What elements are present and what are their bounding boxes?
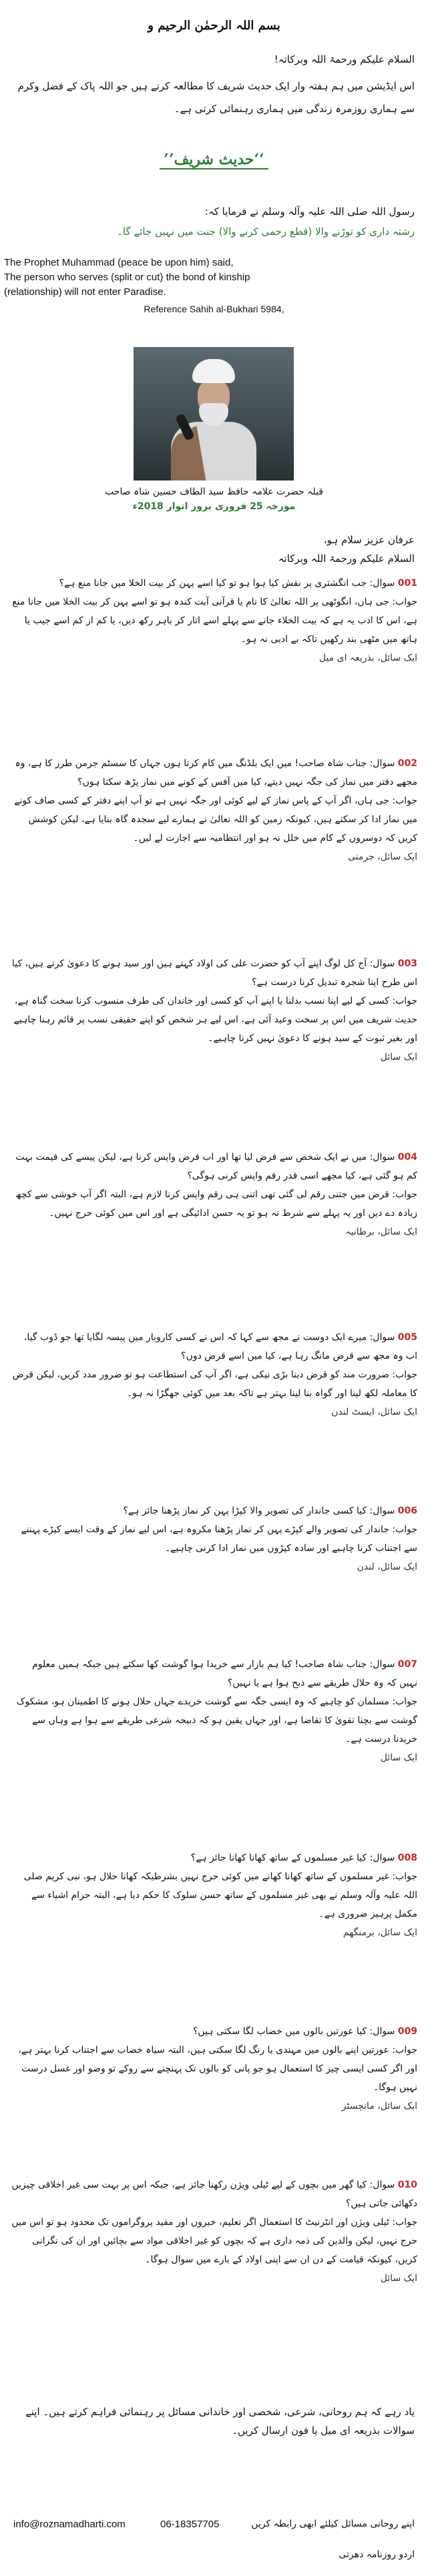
qa-item-003 bbox=[11, 954, 417, 1066]
qa-question: 005 سوال: میرے ایک دوست نے مجھ سے کہا کہ اس نے کسی کاروبار میں پیسہ لگایا تھا جو ڈوب گیا، اب وہ مجھ سے قرض مانگ رہا ہے، کیا میں اسے قرض دوں؟ bbox=[23, 1332, 417, 1361]
qa-question: 007 سوال: جناب شاہ صاحب! کیا ہم بازار سے خریدا ہوا گوشت کھا سکتے ہیں جبکہ ہمیں معلوم نہیں کہ وہ حلال طریقے سے ذبح ہوا ہے یا نہیں؟ bbox=[32, 1659, 417, 1688]
qa-answer: جواب: قرض میں جتنی رقم لی گئی تھی اتنی ہی رقم واپس کرنا لازم ہے، البتہ اگر آپ خوشی سے کچھ زیادہ دے دیں اور یہ پہلے سے شرط نہ ہو تو یہ حسن ادائیگی ہے اور اس میں کوئی حرج نہیں۔ bbox=[15, 1189, 417, 1219]
photo-caption bbox=[0, 485, 428, 514]
salutation bbox=[14, 531, 415, 568]
phone-number[interactable]: 06-18357705 bbox=[160, 2519, 220, 2530]
qa-answer: جواب: مسلمان کو چاہیے کہ وہ ایسی جگہ سے گوشت خریدے جہاں حلال ہونے کا اطمینان ہو، مشکوک گوشت سے بچنا تقویٰ کا تقاضا ہے، اور جہاں یقین ہو کہ ذبیحہ شرعی طریقے سے ہوا ہے وہاں سے خریدنا درست ہے۔ bbox=[16, 1696, 417, 1744]
qa-item-002 bbox=[11, 754, 417, 866]
qa-asker: ایک سائل، ایسٹ لندن bbox=[331, 1407, 417, 1417]
qa-answer: جواب: عورتیں اپنے بالوں میں مہندی یا رنگ لگا سکتی ہیں، البتہ سیاہ خضاب سے اجتناب کرنا بہتر ہے، اور اگر کسی ایسی چیز کا استعمال ہو جو پانی کو بالوں تک پہنچنے سے روکے تو وضو اور غسل درست نہیں ہوگا۔ bbox=[18, 2045, 417, 2093]
qa-asker: ایک سائل، بذریعہ ای میل bbox=[318, 653, 417, 663]
salutation-line-1: عرفان عزیز سلام ہو، bbox=[323, 534, 415, 546]
qa-asker: ایک سائل bbox=[380, 2273, 417, 2284]
contact-label: اپنے روحانی مسائل کیلئے ابھی رابطہ کریں bbox=[251, 2519, 415, 2529]
qa-answer: جواب: جی ہاں، اگر آپ کے پاس نماز کے لیے کوئی اور جگہ نہیں ہے تو آپ اپنے دفتر کے کسی صاف کونے میں نماز ادا کر سکتے ہیں، کیونکہ زمین کو اللہ تعالیٰ نے ہمارے لیے سجدہ گاہ بنایا ہے، لیکن کوشش کریں کہ دوسروں کے کام میں خلل نہ ہو اور انتظامیہ سے اجازت لے لیں۔ bbox=[14, 795, 417, 844]
hadith-english-line-1: The Prophet Muhammad (peace be upon him) said, bbox=[4, 257, 234, 268]
basmala: بسم اللہ الرحمٰن الرحیم و bbox=[148, 19, 280, 33]
salutation-line-2: السلام علیکم ورحمۃ اللہ وبرکاتہ bbox=[278, 553, 415, 565]
greeting: السلام علیکم ورحمۃ اللہ وبرکاتہ! bbox=[274, 53, 415, 65]
qa-asker: ایک سائل bbox=[380, 1752, 417, 1763]
hadith-narration: رسول اللہ صلی اللہ علیہ وآلہ وسلم نے فرمایا کہ: bbox=[204, 206, 415, 218]
qa-question: 004 سوال: میں نے ایک شخص سے قرض لیا تھا اور اب قرض واپس کرنا ہے، لیکن پیسے کی قیمت بہت کم ہو گئی ہے، کیا مجھے اسی قدر رقم واپس کرنی ہوگی؟ bbox=[15, 1152, 417, 1181]
qa-item-009 bbox=[11, 2022, 417, 2116]
qa-item-004 bbox=[11, 1148, 417, 1241]
email-link[interactable]: info@roznamadharti.com bbox=[13, 2519, 126, 2530]
qa-asker: ایک سائل، برطانیہ bbox=[345, 1227, 417, 1237]
hadith-urdu: رشتہ داری کو توڑنے والا (قطع رحمی کرنے والا) جنت میں نہیں جائے گا۔ bbox=[117, 226, 415, 238]
qa-answer: جواب: کسی کے لیے اپنا نسب بدلنا یا اپنے آپ کو کسی اور خاندان کی طرف منسوب کرنا سخت گناہ ہے، حدیث شریف میں اس پر سخت وعید آئی ہے، اس لیے ہر شخص کو اپنے حقیقی نسب پر قائم رہنا چاہیے اور بغیر ثبوت کے سید ہونے کا دعویٰ نہیں کرنا چاہیے۔ bbox=[13, 996, 417, 1044]
qa-answer: جواب: ٹیلی ویژن اور انٹرنیٹ کا استعمال اگر تعلیم، خبروں اور مفید پروگراموں تک محدود ہو تو اس میں حرج نہیں، لیکن والدین کی ذمہ داری ہے کہ بچوں کو غیر اخلاقی مواد سے بچائیں اور ان کی نگرانی کریں، کیونکہ قیامت کے دن ان سے اپنی اولاد کے بارے میں سوال ہوگا۔ bbox=[11, 2217, 417, 2265]
qa-question: 008 سوال: کیا غیر مسلموں کے ساتھ کھانا کھانا جائز ہے؟ bbox=[190, 1853, 417, 1863]
scholar-photo bbox=[134, 347, 294, 480]
qa-question: 010 سوال: کیا گھر میں بچوں کے لیے ٹیلی ویژن رکھنا جائز ہے، جبکہ اس پر بہت سی غیر اخلاقی چیزیں دکھائی جاتی ہیں؟ bbox=[11, 2180, 417, 2209]
qa-question: 002 سوال: جناب شاہ صاحب! میں ایک بلڈنگ میں کام کرتا ہوں جہاں کا سسٹم جرمن طرز کا ہے، وہ مجھے دفتر میں نماز کی جگہ نہیں دیتے، کیا میں آفس کے کونے میں نماز پڑھ سکتا ہوں؟ bbox=[15, 758, 417, 787]
hadith-reference: Reference Sahih al-Bukhari 5984, bbox=[144, 304, 284, 314]
caption-name: قبلہ حضرت علامہ حافظ سید الطاف حسین شاہ صاحب bbox=[105, 487, 323, 497]
qa-answer: جواب: ضرورت مند کو قرض دینا بڑی نیکی ہے، اگر آپ کی استطاعت ہو تو ضرور مدد کریں، لیکن قرض کا معاملہ لکھ لینا اور گواہ بنا لینا بہتر ہے تاکہ بعد میں کوئی جھگڑا نہ ہو۔ bbox=[12, 1369, 417, 1399]
qa-asker: ایک سائل، لندن bbox=[357, 1562, 417, 1572]
caption-date: مورخہ 25 فروری بروز اتوار 2018ء bbox=[132, 501, 296, 512]
qa-item-001 bbox=[11, 574, 417, 667]
qa-asker: ایک سائل، برمنگھم bbox=[343, 1927, 417, 1938]
section-title-text: ’’حدیث شریف‘‘ bbox=[160, 151, 268, 170]
hadith-english-line-3: (relationship) will not enter Paradise. bbox=[4, 286, 166, 298]
qa-question: 003 سوال: آج کل لوگ اپنے آپ کو حضرت علی کی اولاد کہتے ہیں اور سید ہونے کا دعویٰ کرتے ہیں، کیا اس طرح اپنا شجرہ تبدیل کرنا درست ہے؟ bbox=[12, 958, 417, 988]
qa-item-006 bbox=[11, 1502, 417, 1576]
intro-paragraph: اس ایڈیشن میں ہم ہفتہ وار ایک حدیث شریف کا مطالعہ کرتے ہیں جو اللہ پاک کے فضل وکرم سے ہماری روزمرہ زندگی میں ہماری رہنمائی کرتی ہے۔ bbox=[17, 80, 415, 115]
hadith-english bbox=[4, 256, 418, 300]
qa-asker: ایک سائل، مانچسٹر bbox=[341, 2101, 417, 2112]
qa-question: 006 سوال: کیا کسی جاندار کی تصویر والا کپڑا پہن کر نماز پڑھنا جائز ہے؟ bbox=[123, 1506, 417, 1516]
qa-answer: جواب: جی ہاں، انگوٹھی پر اللہ تعالیٰ کا نام یا قرآنی آیت کندہ ہو تو اسے پہن کر بیت الخلا میں جانا منع ہے، اس کا ادب یہ ہے کہ بیت الخلاء جانے سے پہلے اسے اتار کر باہر رکھ دیں، یا کم از کم اسے جیب یا ہاتھ میں مٹھی بند رکھیں تاکہ بے ادبی نہ ہو۔ bbox=[12, 597, 417, 645]
hadith-block bbox=[14, 202, 415, 242]
qa-asker: ایک سائل، جرمنی bbox=[347, 852, 417, 862]
qa-answer: جواب: جاندار کی تصویر والے کپڑے پہن کر نماز پڑھنا مکروہ ہے، اس لیے نماز کے وقت ایسے کپڑے پہننے سے اجتناب کرنا چاہیے اور سادہ کپڑوں میں نماز ادا کرنی چاہیے۔ bbox=[21, 1524, 417, 1554]
qa-item-008 bbox=[11, 1849, 417, 1942]
qa-asker: ایک سائل bbox=[380, 1052, 417, 1062]
qa-item-010 bbox=[11, 2176, 417, 2288]
qa-item-005 bbox=[11, 1328, 417, 1421]
qa-question: 001 سوال: جب انگشتری پر نقش کیا ہوا ہو تو کیا اسے پہن کر بیت الخلا میں جانا منع ہے؟ bbox=[59, 578, 417, 589]
hadith-english-line-2: The person who serves (split or cut) the bond of kinship bbox=[4, 272, 250, 283]
qa-answer: جواب: غیر مسلموں کے ساتھ کھانا کھانے میں کوئی حرج نہیں بشرطیکہ کھانا حلال ہو، نبی کریم صلی اللہ علیہ وآلہ وسلم نے بھی غیر مسلموں کے ساتھ حسن سلوک کا حکم دیا ہے، البتہ حرام اشیاء سے مکمل پرہیز ضروری ہے۔ bbox=[23, 1871, 417, 1919]
qa-question: 009 سوال: کیا عورتیں بالوں میں خضاب لگا سکتی ہیں؟ bbox=[192, 2026, 417, 2037]
qa-item-007 bbox=[11, 1655, 417, 1767]
section-title bbox=[0, 151, 428, 168]
newspaper-name: اردو روزنامہ دھرتی bbox=[339, 2549, 415, 2560]
closing-paragraph: یاد رہے کہ ہم روحانی، شرعی، شخصی اور خاندانی مسائل پر رہنمائی فراہم کرتے ہیں۔ اپنے سوالات بذریعہ ای میل یا فون ارسال کریں۔ bbox=[25, 2406, 415, 2437]
